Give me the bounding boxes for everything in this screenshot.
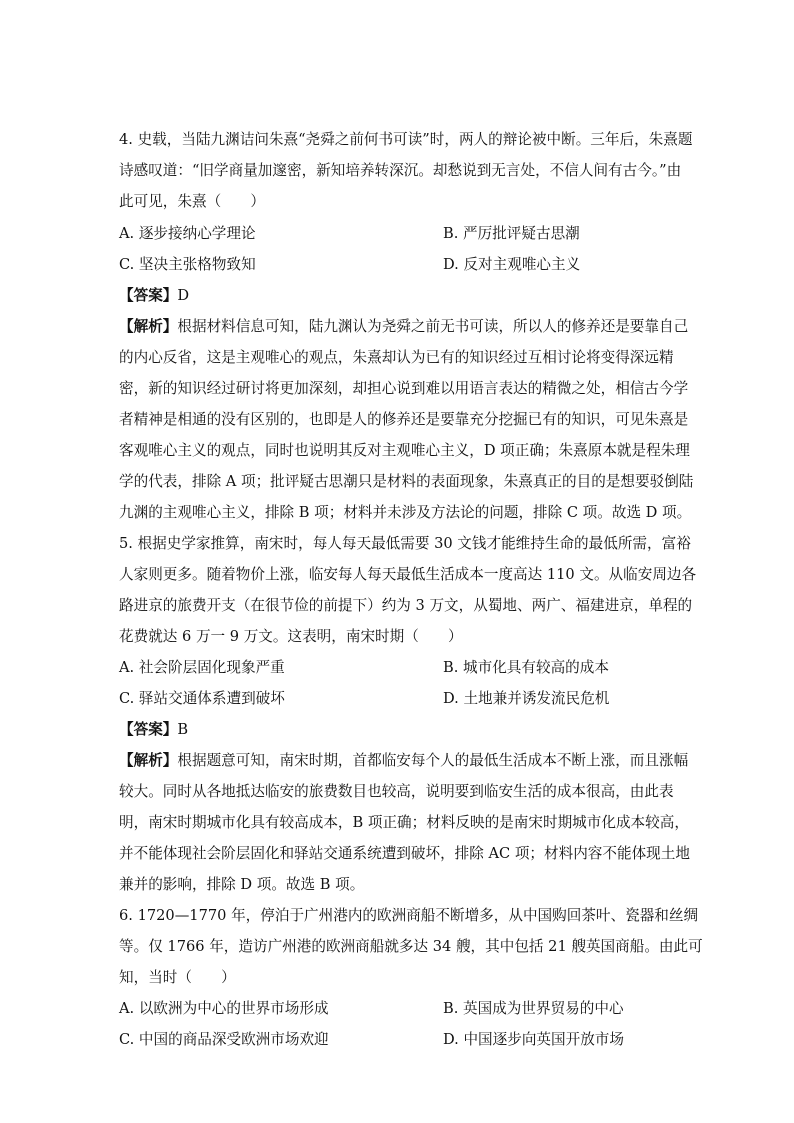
q5-analysis-text-1: 根据题意可知，南宋时期，首都临安每个人的最低生活成本不断上涨，而且涨幅 (177, 752, 689, 769)
q4-analysis-line-3: 密，新的知识经过研讨将更加深刻，却担心说到难以用语言表达的精微之处，相信古今学 (119, 380, 689, 397)
q4-option-a: A. 逐步接纳心学理论 (119, 225, 256, 242)
q5-analysis-line-5: 兼并的影响，排除 D 项。故选 B 项。 (119, 876, 365, 893)
q6-stem-line-2: 等。仅 1766 年，造访广州港的欧洲商船就多达 34 艘，其中包括 21 艘英国商船。由此可 (119, 938, 703, 955)
q4-analysis-line-2: 的内心反省，这是主观唯心的观点，朱熹却认为已有的知识经过互相讨论将变得深远精 (119, 349, 674, 366)
q4-analysis-text-1: 根据材料信息可知，陆九渊认为尧舜之前无书可读，所以人的修养还是要靠自己 (177, 318, 689, 335)
q4-option-d: D. 反对主观唯心主义 (443, 256, 581, 273)
q5-analysis-line-4: 并不能体现社会阶层固化和驿站交通系统遭到破坏，排除 AC 项；材料内容不能体现土地 (119, 845, 690, 862)
q4-answer (119, 286, 679, 306)
q5-analysis-line-3: 明，南宋时期城市化具有较高成本，B 项正确；材料反映的是南宋时期城市化成本较高， (119, 814, 689, 831)
q4-answer-label: 【答案】 (119, 287, 178, 304)
q4-analysis-line-1 (119, 317, 689, 337)
q4-analysis-line-7: 九渊的主观唯心主义，排除 B 项；材料并未涉及方法论的问题，排除 C 项。故选 D 项。 (119, 504, 692, 521)
q5-option-c: C. 驿站交通体系遭到破坏 (119, 690, 285, 707)
q5-analysis-label: 【解析】 (119, 752, 178, 769)
q6-stem-line-3: 知，当时（ ） (119, 969, 236, 986)
q6-option-b: B. 英国成为世界贸易的中心 (443, 1000, 624, 1017)
q4-analysis-label: 【解析】 (119, 318, 178, 335)
q5-stem-line-1: 5. 根据史学家推算，南宋时，每人每天最低需要 30 文钱才能维持生命的最低所需，富裕 (119, 535, 691, 552)
q4-option-b: B. 严厉批评疑古思潮 (443, 225, 580, 242)
q5-answer-label: 【答案】 (119, 721, 178, 738)
q5-stem-line-3: 路进京的旅费开支（在很节俭的前提下）约为 3 万文，从蜀地、两广、福建进京，单程的 (119, 597, 693, 614)
q4-option-c: C. 坚决主张格物致知 (119, 256, 256, 273)
q4-stem-line-3: 此可见，朱熹（ ） (119, 193, 265, 210)
q5-answer-value: B (177, 721, 189, 738)
q6-option-d: D. 中国逐步向英国开放市场 (443, 1031, 624, 1048)
q5-analysis-line-2: 较大。同时从各地抵达临安的旅费数目也较高，说明要到临安生活的成本很高，由此表 (119, 783, 674, 800)
q6-stem-line-1: 6. 1720—1770 年，停泊于广州港内的欧洲商船不断增多，从中国购回茶叶、瓷器和丝绸 (119, 907, 699, 924)
q4-analysis-line-6: 学的代表，排除 A 项；批评疑古思潮只是材料的表面现象，朱熹真正的目的是想要驳倒陆 (119, 473, 694, 490)
q6-option-c: C. 中国的商品深受欧洲市场欢迎 (119, 1031, 329, 1048)
q5-option-d: D. 土地兼并诱发流民危机 (443, 690, 610, 707)
q5-option-b: B. 城市化具有较高的成本 (443, 659, 609, 676)
q5-stem-line-4: 花费就达 6 万一 9 万文。这表明，南宋时期（ ） (119, 628, 463, 645)
q4-stem-line-2: 诗感叹道：“旧学商量加邃密，新知培养转深沉。却愁说到无言处，不信人间有古今。”由 (119, 162, 682, 179)
q5-answer (119, 720, 679, 740)
q6-option-a: A. 以欧洲为中心的世界市场形成 (119, 1000, 329, 1017)
q4-answer-value: D (177, 287, 190, 304)
q4-analysis-line-5: 客观唯心主义的观点，同时也说明其反对主观唯心主义，D 项正确；朱熹原本就是程朱理 (119, 442, 690, 459)
q5-stem-line-2: 人家则更多。随着物价上涨，临安每人每天最低生活成本一度高达 110 文。从临安周边各 (119, 566, 697, 583)
q4-analysis-line-4: 者精神是相通的没有区别的，也即是人的修养还是要靠充分挖掘已有的知识，可见朱熹是 (119, 411, 689, 428)
q5-analysis-line-1 (119, 751, 689, 771)
q5-option-a: A. 社会阶层固化现象严重 (119, 659, 285, 676)
q4-stem-line-1: 4. 史载，当陆九渊诘问朱熹“尧舜之前何书可读”时，两人的辩论被中断。三年后，朱熹题 (119, 131, 693, 148)
